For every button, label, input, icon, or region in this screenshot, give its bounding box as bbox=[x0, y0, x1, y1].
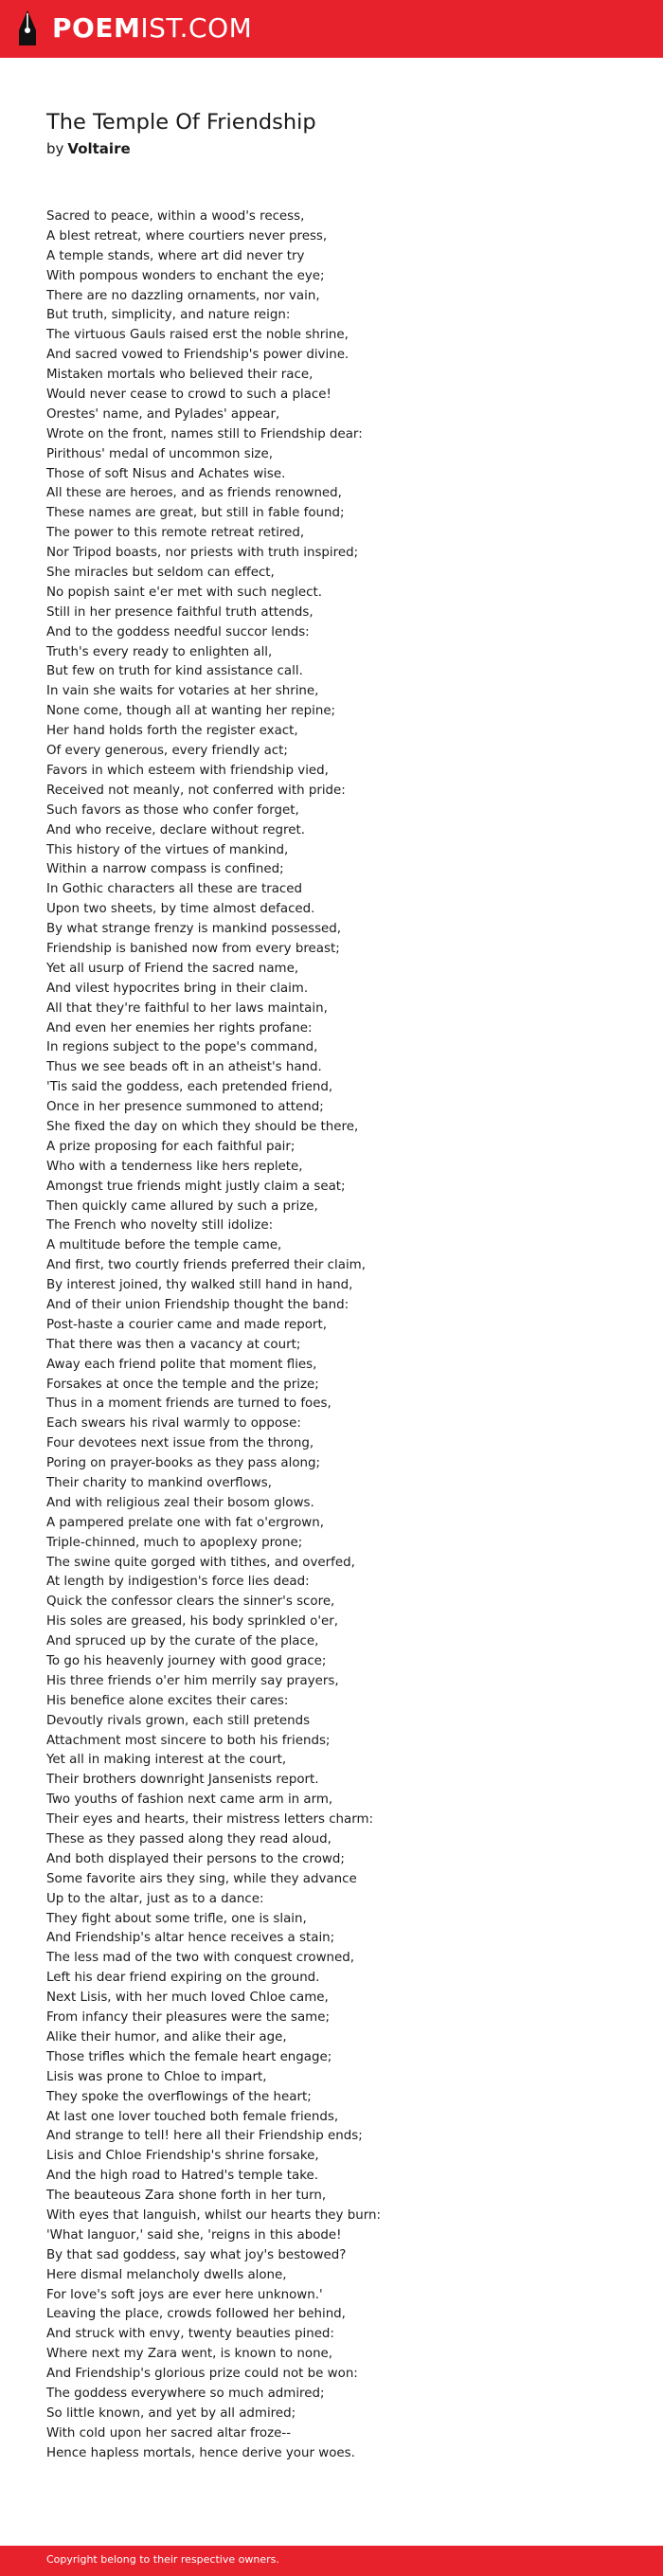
fountain-pen-icon bbox=[16, 9, 39, 47]
poem-line: Received not meanly, not conferred with pride: bbox=[46, 783, 346, 798]
author-link[interactable]: Voltaire bbox=[67, 140, 131, 157]
poem-line: Amongst true friends might justly claim a seat; bbox=[46, 1179, 346, 1194]
site-wordmark bbox=[52, 9, 252, 47]
poem-line: Their brothers downright Jansenists report. bbox=[46, 1773, 319, 1788]
poem-line: The beauteous Zara shone forth in her turn, bbox=[46, 2189, 327, 2204]
poem-line: Leaving the place, crowds followed her behind, bbox=[46, 2307, 346, 2322]
poem-line: Here dismal melancholy dwells alone, bbox=[46, 2267, 287, 2282]
site-footer bbox=[0, 2546, 663, 2576]
poem-line: With pompous wonders to enchant the eye; bbox=[46, 268, 325, 283]
by-label: by bbox=[46, 140, 64, 157]
poem-line: The less mad of the two with conquest crowned, bbox=[46, 1951, 354, 1966]
poem-line: With cold upon her sacred altar froze-- bbox=[46, 2425, 292, 2441]
poem-line: Pirithous' medal of uncommon size, bbox=[46, 446, 273, 461]
poem-line: Of every generous, every friendly act; bbox=[46, 744, 288, 759]
poem-line: Her hand holds forth the register exact, bbox=[46, 724, 298, 739]
poem-line: Attachment most sincere to both his friends; bbox=[46, 1733, 331, 1748]
copyright-text: Copyright belong to their respective owners. bbox=[46, 2553, 279, 2566]
poem-line: By that sad goddess, say what joy's bestowed? bbox=[46, 2247, 347, 2262]
poem-line: And spruced up by the curate of the place, bbox=[46, 1634, 319, 1649]
poem-line: Once in her presence summoned to attend; bbox=[46, 1100, 324, 1115]
poem-line: A multitude before the temple came, bbox=[46, 1238, 282, 1253]
poem-line: Friendship is banished now from every breast; bbox=[46, 941, 340, 956]
poem-line: And struck with envy, twenty beauties pined: bbox=[46, 2327, 334, 2342]
poem-line: Then quickly came allured by such a prize, bbox=[46, 1198, 318, 1214]
poem-line: For love's soft joys are ever here unknown.' bbox=[46, 2287, 323, 2302]
poem-line: Such favors as those who confer forget, bbox=[46, 802, 299, 818]
poem-line: That there was then a vacancy at court; bbox=[46, 1337, 301, 1352]
poem-line: And vilest hypocrites bring in their claim. bbox=[46, 981, 309, 996]
poem-line: Favors in which esteem with friendship vied, bbox=[46, 763, 329, 778]
poem-line: His three friends o'er him merrily say prayers, bbox=[46, 1673, 339, 1688]
poem-line: At last one lover touched both female friends, bbox=[46, 2109, 339, 2124]
poem-line: Yet all usurp of Friend the sacred name, bbox=[46, 961, 299, 976]
poem-line: Sacred to peace, within a wood's recess, bbox=[46, 209, 305, 224]
poem-line: His soles are greased, his body sprinkled o'er, bbox=[46, 1614, 339, 1630]
poem-line: No popish saint e'er met with such neglect. bbox=[46, 585, 322, 600]
poem-line: Two youths of fashion next came arm in arm, bbox=[46, 1792, 333, 1808]
poem-line: And strange to tell! here all their Friendship ends; bbox=[46, 2129, 363, 2144]
poem-line: In vain she waits for votaries at her shrine, bbox=[46, 684, 319, 699]
poem-line: And the high road to Hatred's temple take. bbox=[46, 2169, 319, 2184]
poem-line: And both displayed their persons to the crowd; bbox=[46, 1851, 345, 1866]
poem-line: Lisis and Chloe Friendship's shrine forsake, bbox=[46, 2149, 319, 2164]
poem-line: So little known, and yet by all admired; bbox=[46, 2405, 296, 2421]
poem-line: Where next my Zara went, is known to none, bbox=[46, 2347, 333, 2362]
poem-line: A pampered prelate one with fat o'ergrown, bbox=[46, 1515, 324, 1530]
poem-line: By what strange frenzy is mankind possessed, bbox=[46, 922, 342, 937]
poem-line: The French who novelty still idolize: bbox=[46, 1218, 274, 1234]
poem-line: Truth's every ready to enlighten all, bbox=[46, 644, 273, 659]
poem-line: But few on truth for kind assistance call. bbox=[46, 664, 303, 679]
poem-line: Mistaken mortals who believed their race, bbox=[46, 368, 314, 383]
poem-line: Lisis was prone to Chloe to impart, bbox=[46, 2069, 267, 2084]
poem-body bbox=[46, 207, 381, 2464]
poem-line: Away each friend polite that moment flies, bbox=[46, 1357, 317, 1372]
poem-line: They fight about some trifle, one is slain, bbox=[46, 1911, 307, 1926]
poem-line: Those trifles which the female heart engage; bbox=[46, 2049, 332, 2064]
wordmark-bold: POEM bbox=[52, 12, 141, 44]
poem-line: And with religious zeal their bosom glows. bbox=[46, 1495, 314, 1510]
poem-line: Each swears his rival warmly to oppose: bbox=[46, 1416, 301, 1432]
poem-line: These names are great, but still in fable found; bbox=[46, 506, 345, 521]
poem-line: Thus we see beads oft in an atheist's hand. bbox=[46, 1060, 322, 1075]
poem-line: 'What languor,' said she, 'reigns in this abode! bbox=[46, 2227, 342, 2243]
site-header bbox=[0, 0, 663, 58]
poem-line: This history of the virtues of mankind, bbox=[46, 842, 289, 857]
poem-byline bbox=[46, 140, 131, 157]
poem-line: A prize proposing for each faithful pair; bbox=[46, 1139, 296, 1154]
poem-line: Yet all in making interest at the court, bbox=[46, 1753, 287, 1768]
poem-line: Alike their humor, and alike their age, bbox=[46, 2029, 287, 2045]
poem-line: At length by indigestion's force lies dead: bbox=[46, 1575, 310, 1590]
poem-line: Who with a tenderness like hers replete, bbox=[46, 1159, 303, 1174]
poem-line: Still in her presence faithful truth attends, bbox=[46, 604, 314, 620]
poem-line: A blest retreat, where courtiers never press, bbox=[46, 228, 328, 243]
poem-line: Wrote on the front, names still to Friendship dear: bbox=[46, 426, 363, 441]
poem-line: Thus in a moment friends are turned to foes, bbox=[46, 1396, 332, 1412]
poem-line: Four devotees next issue from the throng, bbox=[46, 1436, 314, 1451]
poem-line: And even her enemies her rights profane: bbox=[46, 1020, 313, 1036]
poem-line: But truth, simplicity, and nature reign: bbox=[46, 308, 291, 323]
poem-line: And sacred vowed to Friendship's power divine. bbox=[46, 348, 349, 363]
poem-line: Orestes' name, and Pylades' appear, bbox=[46, 406, 280, 422]
poem-line: In regions subject to the pope's command, bbox=[46, 1040, 318, 1055]
poem-line: Next Lisis, with her much loved Chloe came, bbox=[46, 1991, 329, 2006]
poem-line: Within a narrow compass is confined; bbox=[46, 862, 284, 877]
poem-line: Nor Tripod boasts, nor priests with truth inspired; bbox=[46, 546, 359, 561]
wordmark-rest: IST.COM bbox=[140, 12, 253, 44]
poem-line: Devoutly rivals grown, each still pretends bbox=[46, 1713, 311, 1728]
site-logo-link[interactable] bbox=[16, 9, 252, 47]
poem-line: Their charity to mankind overflows, bbox=[46, 1476, 272, 1490]
poem-line: Upon two sheets, by time almost defaced. bbox=[46, 902, 315, 917]
poem-line: From infancy their pleasures were the same; bbox=[46, 2010, 330, 2026]
poem-line: And of their union Friendship thought the band: bbox=[46, 1297, 349, 1312]
poem-line: The swine quite gorged with tithes, and overfed, bbox=[46, 1555, 355, 1570]
poem-line: And first, two courtly friends preferred their claim, bbox=[46, 1258, 366, 1273]
poem-line: The goddess everywhere so much admired; bbox=[46, 2386, 325, 2401]
poem-line: Left his dear friend expiring on the ground. bbox=[46, 1971, 320, 1986]
poem-line: Hence hapless mortals, hence derive your woes. bbox=[46, 2445, 355, 2460]
poem-line: All that they're faithful to her laws maintain, bbox=[46, 1000, 328, 1016]
poem-line: These as they passed along they read aloud, bbox=[46, 1832, 332, 1847]
poem-line: The power to this remote retreat retired, bbox=[46, 526, 305, 541]
poem-line: None come, though all at wanting her repine; bbox=[46, 704, 336, 719]
poem-line: They spoke the overflowings of the heart; bbox=[46, 2089, 312, 2104]
poem-line: Poring on prayer-books as they pass along; bbox=[46, 1456, 321, 1471]
poem-line: In Gothic characters all these are traced bbox=[46, 882, 303, 897]
poem-line: Would never cease to crowd to such a place! bbox=[46, 387, 332, 403]
poem-line: She miracles but seldom can effect, bbox=[46, 566, 275, 581]
poem-line: And to the goddess needful succor lends: bbox=[46, 624, 310, 639]
poem-line: To go his heavenly journey with good grace; bbox=[46, 1654, 327, 1669]
poem-line: 'Tis said the goddess, each pretended friend, bbox=[46, 1080, 333, 1095]
poem-line: There are no dazzling ornaments, nor vain, bbox=[46, 288, 320, 303]
poem-line: Post-haste a courier came and made report, bbox=[46, 1317, 327, 1332]
poem-line: Their eyes and hearts, their mistress letters charm: bbox=[46, 1812, 374, 1828]
poem-line: His benefice alone excites their cares: bbox=[46, 1693, 289, 1708]
poem-line: With eyes that languish, whilst our hearts they burn: bbox=[46, 2207, 381, 2223]
poem-line: Up to the altar, just as to a dance: bbox=[46, 1891, 264, 1906]
poem-line: Triple-chinned, much to apoplexy prone; bbox=[46, 1535, 303, 1550]
poem-line: All these are heroes, and as friends renowned, bbox=[46, 486, 342, 501]
poem-line: Forsakes at once the temple and the prize; bbox=[46, 1377, 319, 1392]
poem-line: Quick the confessor clears the sinner's score, bbox=[46, 1594, 335, 1610]
poem-line: The virtuous Gauls raised erst the noble shrine, bbox=[46, 328, 349, 343]
poem-line: She fixed the day on which they should be there, bbox=[46, 1119, 359, 1134]
poem-title: The Temple Of Friendship bbox=[46, 110, 316, 135]
poem-line: And Friendship's glorious prize could not be won: bbox=[46, 2367, 358, 2382]
poem-line: Some favorite airs they sing, while they advance bbox=[46, 1871, 357, 1886]
poem-line: A temple stands, where art did never try bbox=[46, 248, 305, 263]
poem-line: Those of soft Nisus and Achates wise. bbox=[46, 466, 286, 481]
poem-line: By interest joined, thy walked still hand in hand, bbox=[46, 1278, 353, 1293]
poem-line: And Friendship's altar hence receives a stain; bbox=[46, 1931, 335, 1946]
poem-line: And who receive, declare without regret. bbox=[46, 822, 305, 838]
